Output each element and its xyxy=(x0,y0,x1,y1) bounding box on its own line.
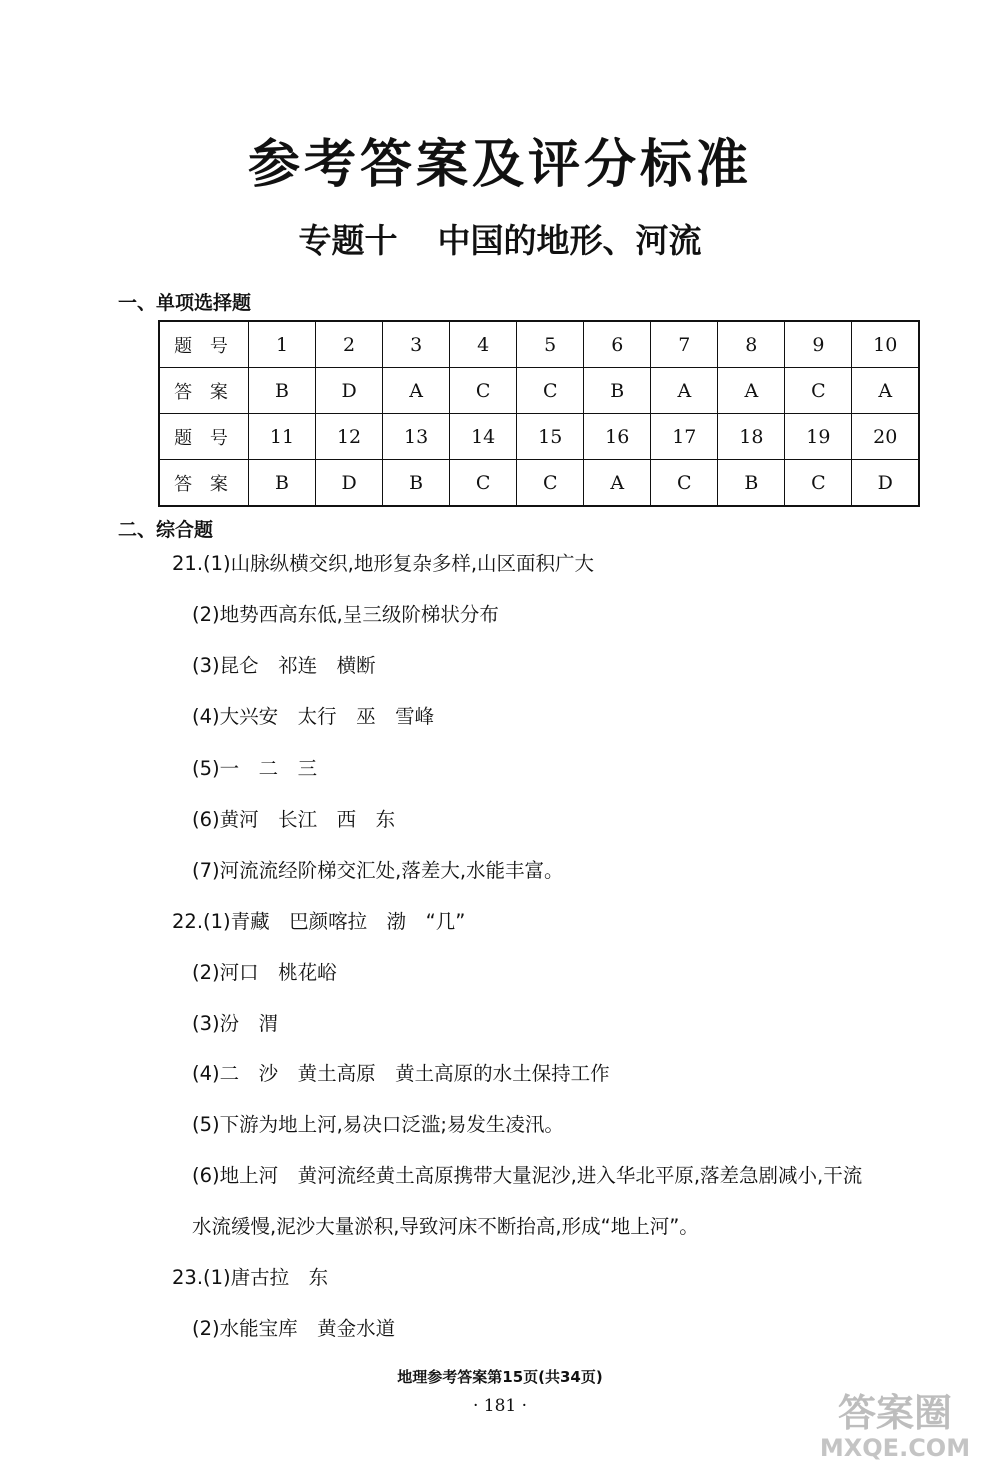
table-cell: 10 xyxy=(852,321,919,368)
table-cell: 6 xyxy=(584,321,651,368)
table-row xyxy=(159,321,919,368)
watermark-domain: MXQE.COM xyxy=(819,1434,971,1462)
table-cell: B xyxy=(584,368,651,414)
table-cell: D xyxy=(852,460,919,507)
row-label: 题 号 xyxy=(159,414,249,460)
chapter-topic: 中国的地形、河流 xyxy=(437,221,702,260)
table-cell: A xyxy=(718,368,785,414)
answer-line-21-4: (4)大兴安 太行 巫 雪峰 xyxy=(192,705,435,728)
watermark-title: 答案圈 xyxy=(837,1391,953,1435)
table-cell: A xyxy=(852,368,919,414)
table-cell: 14 xyxy=(450,414,517,460)
answer-line-22-6: (6)地上河 黄河流经黄土高原携带大量泥沙,进入华北平原,落差急剧减小,干流 xyxy=(192,1164,863,1187)
table-cell: C xyxy=(785,460,852,507)
answer-line-21-6: (6)黄河 长江 西 东 xyxy=(192,808,396,831)
table-cell: C xyxy=(517,460,584,507)
table-cell: B xyxy=(383,460,450,507)
table-row xyxy=(159,460,919,507)
table-cell: 17 xyxy=(651,414,718,460)
table-cell: C xyxy=(651,460,718,507)
table-cell: B xyxy=(249,368,316,414)
answer-table xyxy=(158,320,920,507)
answer-line-22-6-cont: 水流缓慢,泥沙大量淤积,导致河床不断抬高,形成“地上河”。 xyxy=(192,1215,699,1238)
answer-line-22-3: (3)汾 渭 xyxy=(192,1012,279,1035)
table-cell: 19 xyxy=(785,414,852,460)
table-cell: A xyxy=(584,460,651,507)
table-cell: C xyxy=(450,460,517,507)
section-heading-choice: 一、单项选择题 xyxy=(118,292,252,314)
table-cell: 20 xyxy=(852,414,919,460)
table-cell: 3 xyxy=(383,321,450,368)
row-label: 答 案 xyxy=(159,460,249,507)
table-cell: 8 xyxy=(718,321,785,368)
table-cell: 13 xyxy=(383,414,450,460)
table-cell: D xyxy=(316,460,383,507)
table-cell: 11 xyxy=(249,414,316,460)
row-label: 题 号 xyxy=(159,321,249,368)
table-cell: B xyxy=(718,460,785,507)
answer-line-21-1: 21.(1)山脉纵横交织,地形复杂多样,山区面积广大 xyxy=(172,552,595,575)
answer-line-23-1: 23.(1)唐古拉 东 xyxy=(172,1266,329,1289)
table-cell: A xyxy=(383,368,450,414)
table-cell: 12 xyxy=(316,414,383,460)
table-cell: 9 xyxy=(785,321,852,368)
page-title: 参考答案及评分标准 xyxy=(247,135,752,195)
table-cell: 18 xyxy=(718,414,785,460)
table-row xyxy=(159,414,919,460)
table-cell: C xyxy=(517,368,584,414)
table-cell: A xyxy=(651,368,718,414)
table-cell: D xyxy=(316,368,383,414)
answer-line-21-7: (7)河流流经阶梯交汇处,落差大,水能丰富。 xyxy=(192,859,564,882)
table-cell: 15 xyxy=(517,414,584,460)
table-cell: 5 xyxy=(517,321,584,368)
table-cell: B xyxy=(249,460,316,507)
section-heading-comprehensive: 二、综合题 xyxy=(118,519,214,541)
answer-line-22-4: (4)二 沙 黄土高原 黄土高原的水土保持工作 xyxy=(192,1062,610,1085)
table-cell: 1 xyxy=(249,321,316,368)
table-cell: 16 xyxy=(584,414,651,460)
table-cell: C xyxy=(450,368,517,414)
chapter-subtitle xyxy=(0,215,1000,262)
site-watermark-logo xyxy=(800,1386,990,1462)
table-cell: 2 xyxy=(316,321,383,368)
answer-line-21-5: (5)一 二 三 xyxy=(192,757,318,780)
answer-line-21-3: (3)昆仑 祁连 横断 xyxy=(192,654,376,677)
table-cell: 4 xyxy=(450,321,517,368)
answer-line-22-2: (2)河口 桃花峪 xyxy=(192,961,337,984)
page-footer: 地理参考答案第15页(共34页) xyxy=(397,1368,603,1386)
answer-line-22-5: (5)下游为地上河,易决口泛滥;易发生凌汛。 xyxy=(192,1113,564,1136)
table-row xyxy=(159,368,919,414)
page-number: · 181 · xyxy=(472,1396,528,1416)
answer-line-21-2: (2)地势西高东低,呈三级阶梯状分布 xyxy=(192,603,499,626)
row-label: 答 案 xyxy=(159,368,249,414)
answer-line-22-1: 22.(1)青藏 巴颜喀拉 渤 “几” xyxy=(172,910,466,933)
table-cell: C xyxy=(785,368,852,414)
answer-line-23-2: (2)水能宝库 黄金水道 xyxy=(192,1317,396,1340)
chapter-number: 专题十 xyxy=(298,221,398,260)
table-cell: 7 xyxy=(651,321,718,368)
